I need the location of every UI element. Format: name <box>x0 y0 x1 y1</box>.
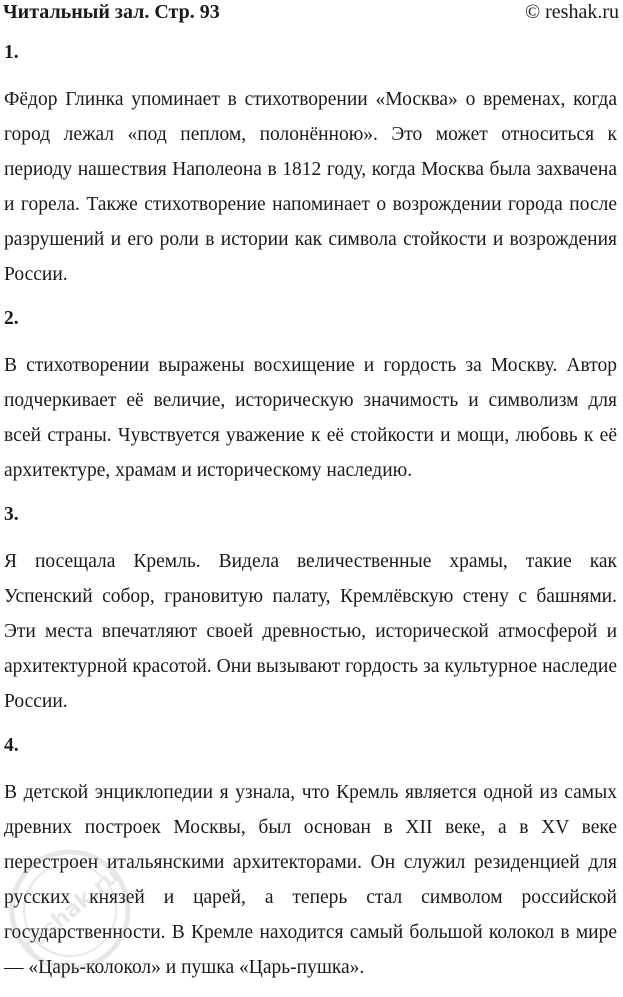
section-text: В стихотворении выражены восхищение и гордость за Москву. Автор подчеркивает её величие, историческую значимость и символизм для всей страны. Чувствуется уважение к её стойкости и мощи, любовь к её архитектуре, храмам и историческому наследию. <box>4 355 617 481</box>
section-number: 2. <box>4 308 19 329</box>
answer-section-1 <box>4 38 617 292</box>
page-title: Читальный зал. Стр. 93 <box>3 1 220 23</box>
section-text: В детской энциклопедии я узнала, что Кремль является одной из самых древних построек Москвы, был основан в XII веке, а в XV веке перестроен итальянскими архитекторами. Он служил резиденцией для русских князей и царей, а теперь стал символом российской государственности. В Кремле находится самый большой колокол в мире — «Царь-колокол» и пушка «Царь-пушка». <box>4 782 617 978</box>
answer-section-3 <box>4 500 617 719</box>
section-text: Я посещала Кремль. Видела величественные храмы, такие как Успенский собор, грановитую палату, Кремлёвскую стену с башнями. Эти места впечатляют своей древностью, исторической атмосферой и архитектурной красотой. Они вызывают гордость за культурное наследие России. <box>4 551 617 712</box>
section-number: 3. <box>4 504 19 525</box>
answers-content <box>4 38 617 997</box>
svg-text:reshak.ru: reshak.ru <box>17 863 125 959</box>
section-number: 4. <box>4 735 19 756</box>
answer-section-4 <box>4 731 617 985</box>
section-text: Фёдор Глинка упоминает в стихотворении «Москва» о временах, когда город лежал «под пеплом, полонённою». Это может относиться к периоду нашествия Наполеона в 1812 году, когда Москва была захвачена и горела. Также стихотворение напоминает о возрождении города после разрушений и его роли в истории как символа стойкости и возрождения России. <box>4 89 617 285</box>
answer-section-2 <box>4 304 617 488</box>
section-number: 1. <box>4 42 19 63</box>
site-credit: © reshak.ru <box>524 1 619 23</box>
page-header <box>3 0 619 26</box>
